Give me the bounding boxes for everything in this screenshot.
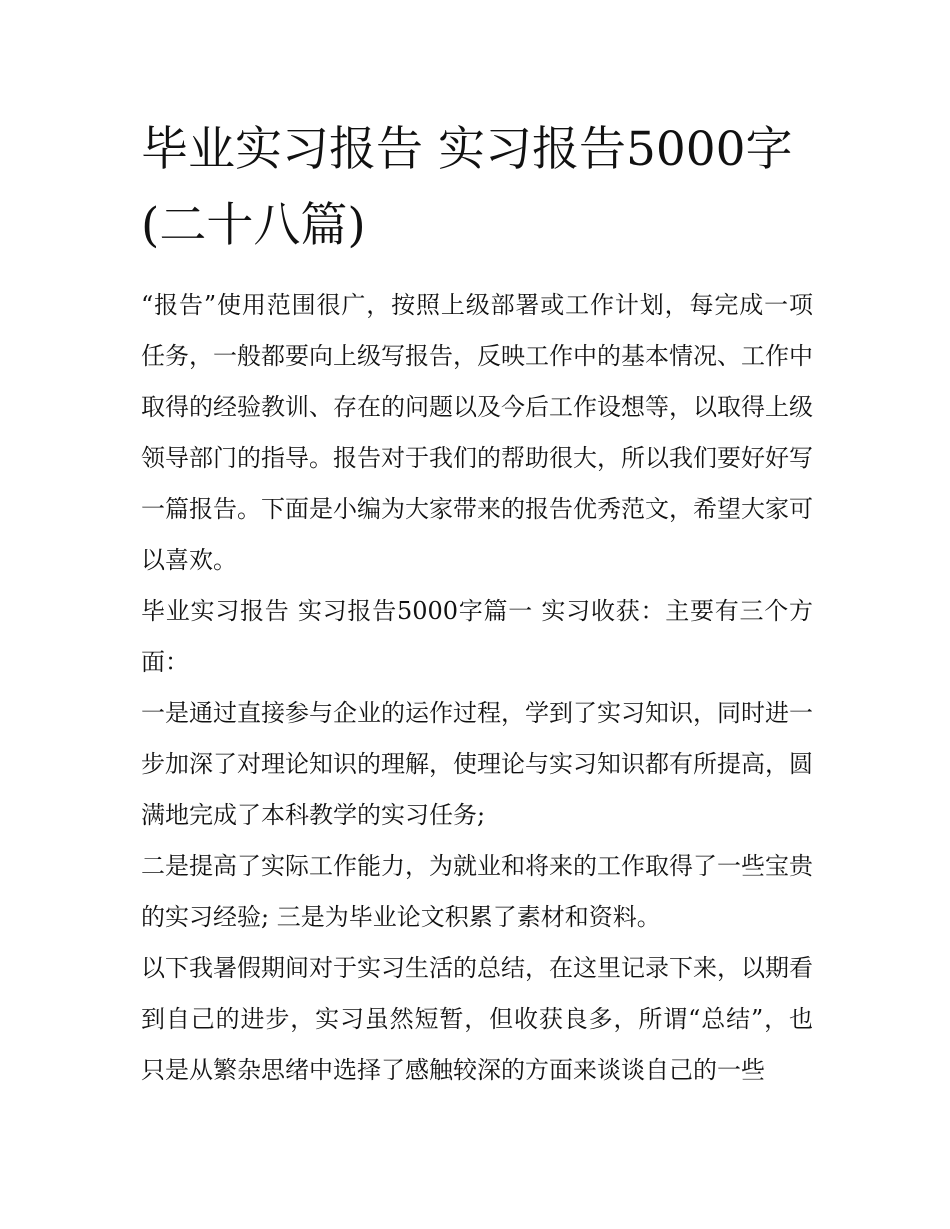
- point-one-paragraph: 一是通过直接参与企业的运作过程，学到了实习知识，同时进一步加深了对理论知识的理解，使理论与实习知识都有所提高，圆满地完成了本科教学的实习任务;: [141, 699, 813, 829]
- point-two-three-paragraph: 二是提高了实际工作能力，为就业和将来的工作取得了一些宝贵的实习经验; 三是为毕业论文积累了素材和资料。: [141, 852, 813, 931]
- document-body: [141, 112, 813, 1096]
- summary-paragraph: 以下我暑假期间对于实习生活的总结，在这里记录下来，以期看到自己的进步，实习虽然短暂，但收获良多，所谓“总结”，也只是从繁杂思绪中选择了感触较深的方面来谈谈自己的一些: [141, 954, 813, 1084]
- document-title: 毕业实习报告 实习报告5000字(二十八篇): [141, 122, 793, 253]
- section-heading-paragraph: 毕业实习报告 实习报告5000字篇一 实习收获：主要有三个方面：: [141, 597, 813, 676]
- intro-paragraph: “报告”使用范围很广，按照上级部署或工作计划，每完成一项任务，一般都要向上级写报告，反映工作中的基本情况、工作中取得的经验教训、存在的问题以及今后工作设想等，以取得上级领导部门的指导。报告对于我们的帮助很大，所以我们要好好写一篇报告。下面是小编为大家带来的报告优秀范文，希望大家可以喜欢。: [141, 291, 813, 574]
